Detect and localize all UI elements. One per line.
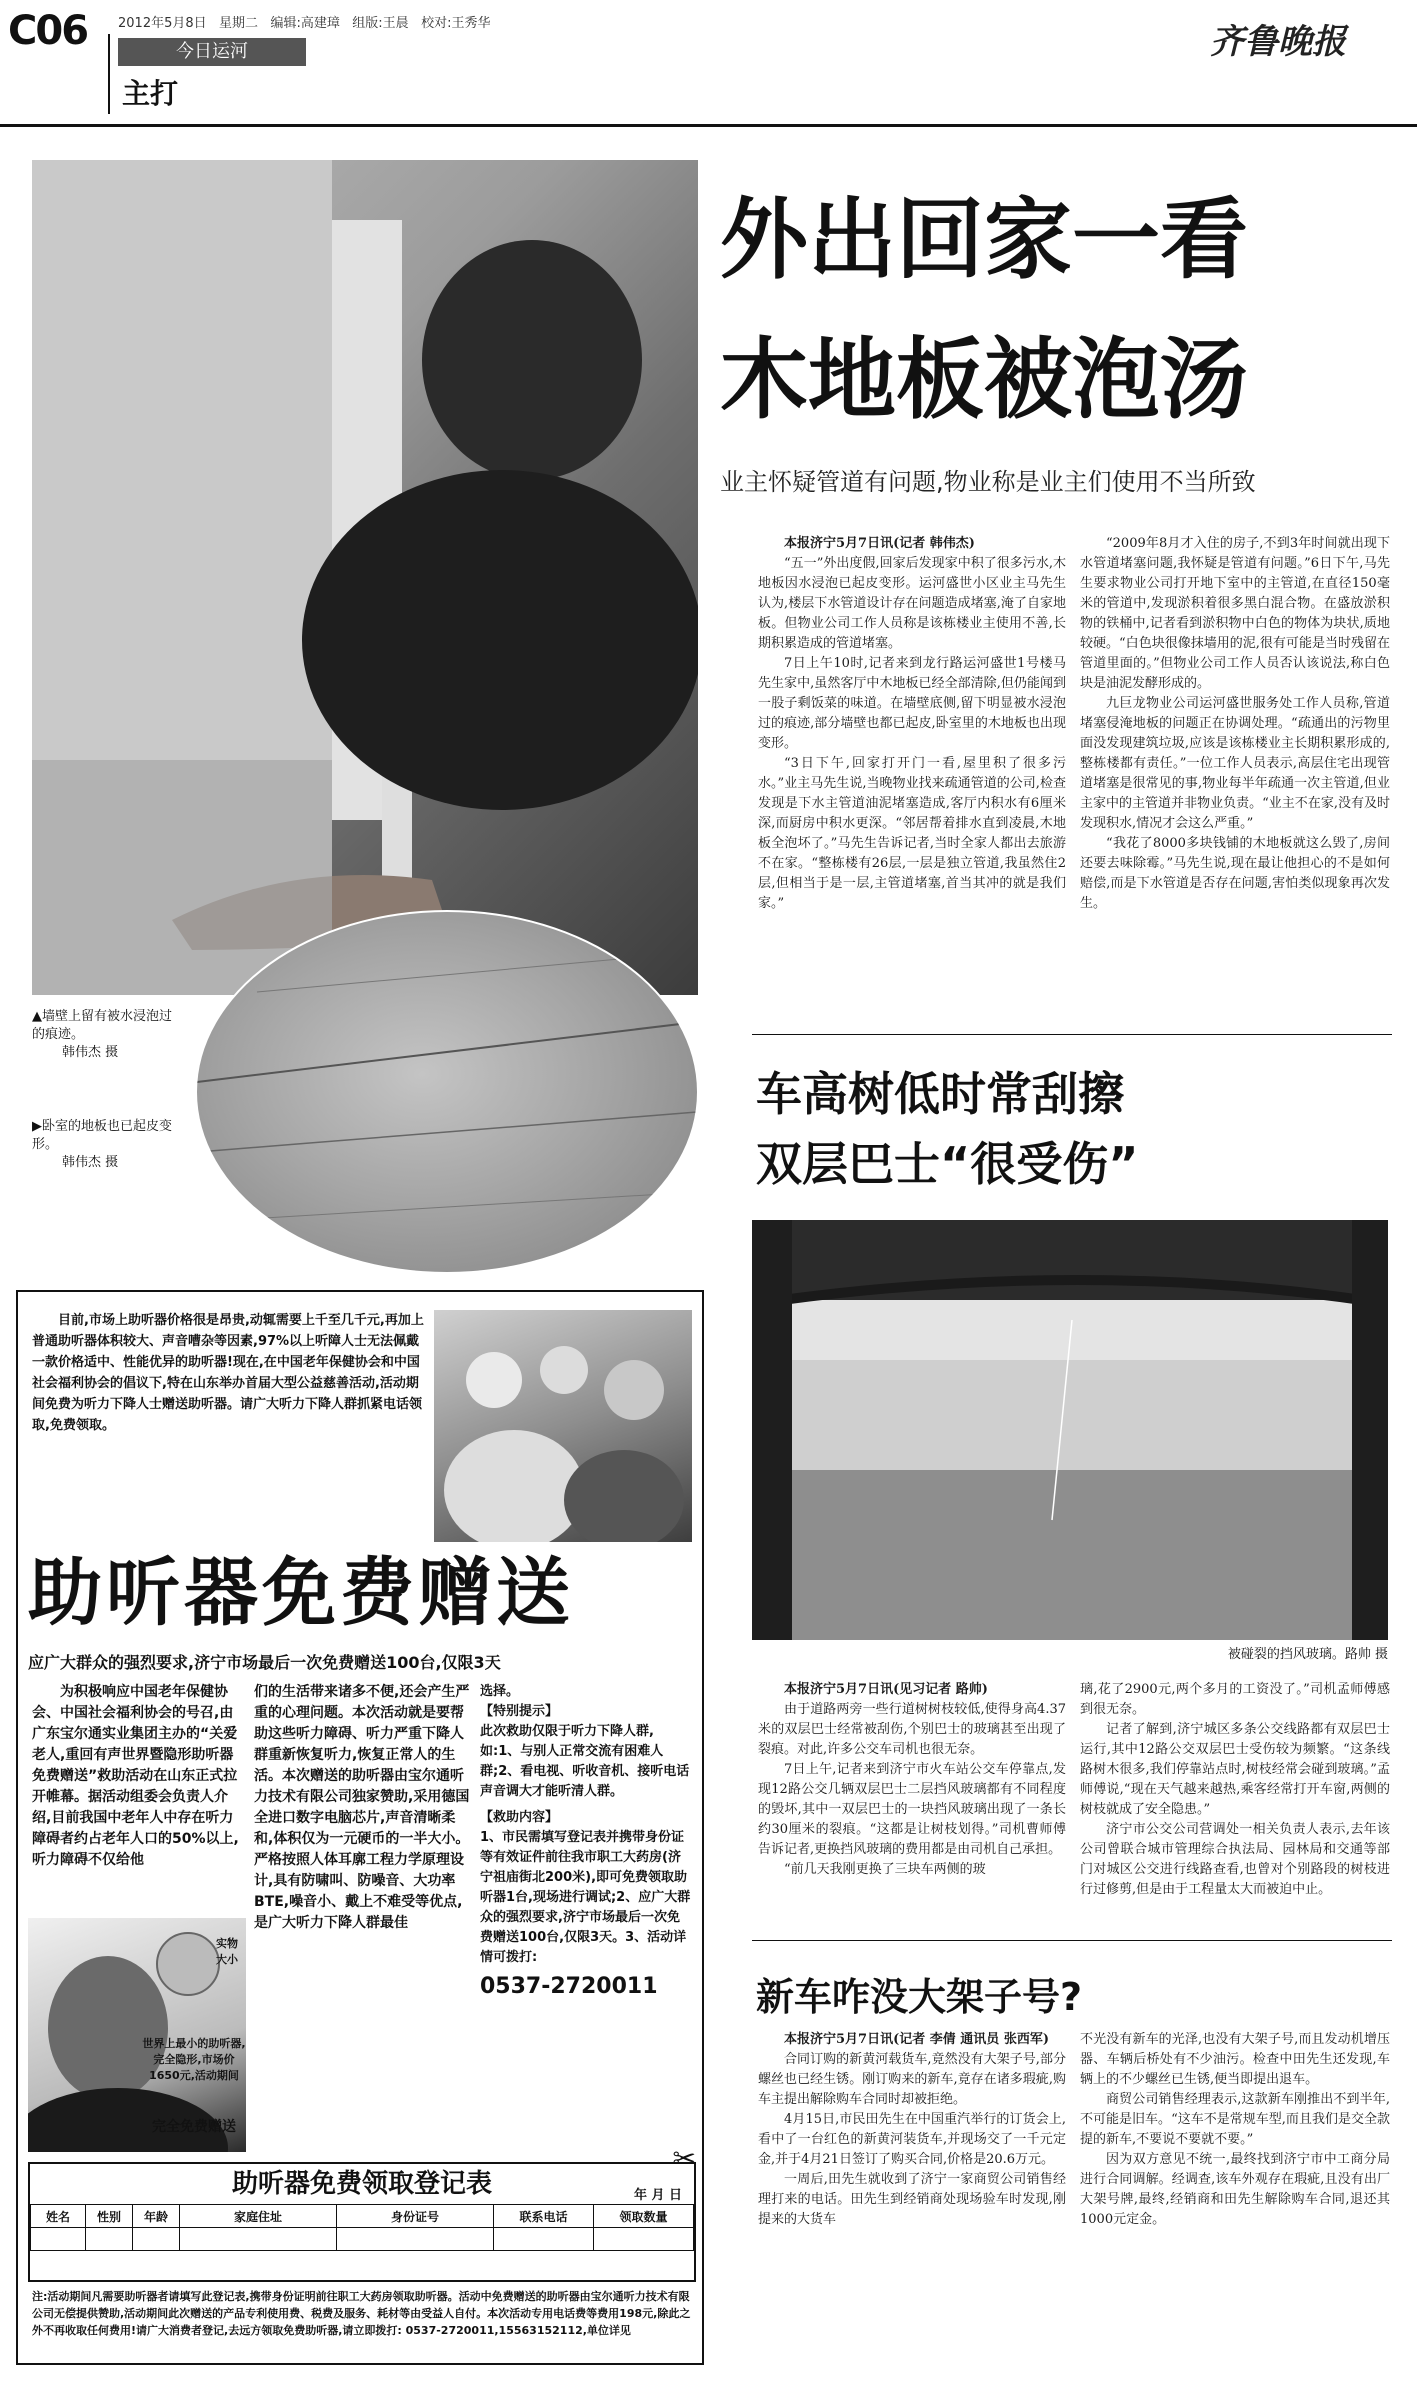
article1-title-line2: 木地板被泡汤: [720, 328, 1249, 431]
photo2-caption: [32, 1118, 182, 1172]
header-rule: [0, 124, 1417, 127]
article1-para: “3日下午,回家打开门一看,屋里积了很多污水。”业主马先生说,当晚物业找来疏通管道的公司,检查发现是下水主管道油泥堵塞造成,客厅内积水有6厘米深,而厨房中积水更深。“邻居帮着排水直到凌晨,木地板全泡坏了。”马先生告诉记者,当时全家人都出去旅游不在家。“整栋楼有26层,一层是独立管道,我虽然住2层,但相当于是一层,主管道堵塞,首当其冲的就是我们家。”: [758, 756, 1066, 911]
article3-byline: 本报济宁5月7日讯(记者 李倩 通讯员 张西军): [784, 2032, 1049, 2047]
scissors-icon: ✂: [672, 2142, 696, 2175]
form-header-phone: 联系电话: [494, 2205, 594, 2228]
form-input-id[interactable]: [337, 2228, 494, 2251]
ad-footer-note: [32, 2288, 692, 2360]
article1-column-2: [1080, 534, 1390, 1024]
article3-para: 商贸公司销售经理表示,这款新车刚推出不到半年,不可能是旧车。“这车不是常规车型,而且我们是交全款提的新车,不要说不要就不要。”: [1080, 2092, 1390, 2147]
ad-headline: 助听器免费赠送: [28, 1550, 574, 1636]
article3-title: 新车咋没大架子号?: [756, 1975, 1083, 2019]
ad-intro: 目前,市场上助听器价格很是昂贵,动辄需要上千至几千元,再加上普通助听器体积较大、声音嘈杂等因素,97%以上听障人士无法佩戴一款价格适中、性能优异的助听器!现在,在中国老年保健协会和中国社会福利协会的倡议下,特在山东举办首届大型公益慈善活动,活动期间免费为听力下降人士赠送助听器。请广大听力下降人群抓紧电话领取,免费领取。: [32, 1313, 424, 1433]
article1-bottom-rule: [752, 1034, 1392, 1035]
header-date: 2012年5月8日: [118, 16, 207, 31]
article3-para: 合同订购的新黄河载货车,竟然没有大架子号,部分螺丝也已经生锈。刚订购来的新车,竟存在诸多瑕疵,购车主提出解除购车合同时却被拒绝。: [758, 2052, 1066, 2107]
article2-para: 璃,花了2900元,两个多月的工资没了。”司机孟师傅感到很无奈。: [1080, 1682, 1390, 1717]
form-input-phone[interactable]: [494, 2228, 594, 2251]
form-input-age[interactable]: [133, 2228, 180, 2251]
article2-para: 济宁市公交公司营调处一相关负责人表示,去年该公司曾联合城市管理综合执法局、园林局和交通等部门对城区公交进行线路查看,也曾对个别路段的树枝进行过修剪,但是由于工程量太大而被迫中止。: [1080, 1822, 1390, 1897]
article2-bottom-rule: [752, 1940, 1392, 1941]
article3-para: 不光没有新车的光泽,也没有大架子号,而且发动机增压器、车辆后桥处有不少油污。检查中田先生还发现,车辆上的不少螺丝已生锈,便当即提出退车。: [1080, 2032, 1390, 2087]
ad-content: 1、市民需填写登记表并携带身份证等有效证件前往我市职工大药房(济宁祖庙街北200米),即可免费领取助听器1台,现场进行调试;2、应广大群众的强烈要求,济宁市场最后一次免费赠送100台,仅限3天。3、活动详情可拨打:: [480, 1830, 691, 1965]
ad-footer-phone: 0537-2720011,15563152112,单位详见: [405, 2324, 631, 2337]
article1-title-line1: 外出回家一看: [720, 188, 1249, 291]
article2-para: 由于道路两旁一些行道树树枝较低,使得身高4.37米的双层巴士经常被刮伤,个别巴士的玻璃甚至出现了裂痕。对此,许多公交车司机也很无奈。: [758, 1702, 1066, 1757]
ad-form-table: [30, 2204, 694, 2251]
article2-title-line2: 双层巴士“很受伤”: [756, 1137, 1139, 1191]
hearing-aid-ad: [16, 1290, 704, 2365]
form-header-address: 家庭住址: [180, 2205, 337, 2228]
article3-column-2: [1080, 2030, 1390, 2350]
ad-group-photo: [434, 1310, 692, 1542]
article2-para: 记者了解到,济宁城区多条公交线路都有双层巴士运行,其中12路公交双层巴士受伤较为频繁。“这条线路树木很多,我们停靠站点时,树枝经常会碰到玻璃。”孟师傅说,“现在天气越来越热,乘客经常打开车窗,两侧的树枝就成了安全隐患。”: [1080, 1722, 1390, 1817]
header-editor: 编辑:高建璋: [270, 16, 340, 31]
ad-coin-icon: [156, 1932, 220, 1996]
masthead-logo: 齐鲁晚报: [1210, 22, 1346, 62]
article2-para: 7日上午,记者来到济宁市火车站公交车停靠点,发现12路公交几辆双层巴士二层挡风玻璃都有不同程度的毁坏,其中一双层巴士的一块挡风玻璃出现了一条长约30厘米的裂痕。“这都是让树枝划得。”司机曹师傅告诉记者,更换挡风玻璃的费用都是由司机自己承担。: [758, 1762, 1066, 1857]
ad-product-note: 世界上最小的助听器,完全隐形,市场价1650元,活动期间: [142, 2037, 246, 2082]
ad-col3-prefix: 选择。: [480, 1684, 520, 1699]
form-input-name[interactable]: [31, 2228, 86, 2251]
article1-para: 7日上午10时,记者来到龙行路运河盛世1号楼马先生家中,虽然客厅中木地板已经全部清除,但仍能闻到一股子剩饭菜的味道。在墙壁底侧,留下明显被水浸泡过的痕迹,部分墙壁也都已起皮,卧室里的木地板也出现变形。: [758, 656, 1066, 751]
form-header-name: 姓名: [31, 2205, 86, 2228]
article3-para: 4月15日,市民田先生在中国重汽举行的订货会上,看中了一台红色的新黄河装货车,并现场交了一千元定金,并于4月21日签订了购买合同,价格是20.6万元。: [758, 2112, 1066, 2167]
ad-tips: 此次救助仅限于听力下降人群,如:1、与别人正常交流有困难人群;2、看电视、听收音机、接听电话声音调大才能听清人群。: [480, 1724, 690, 1799]
page-code: C06: [8, 8, 88, 54]
article2-para: “前几天我刚更换了三块车两侧的玻: [784, 1862, 986, 1877]
photo-wall-stain: [32, 160, 698, 995]
article1-para: “五一”外出度假,回家后发现家中积了很多污水,木地板因水浸泡已起皮变形。运河盛世小区业主马先生认为,楼层下水管道设计存在问题造成堵塞,淹了自家地板。但物业公司工作人员称是该栋楼业主使用不善,长期积累造成的管道堵塞。: [758, 556, 1066, 651]
section-tag: 今日运河: [118, 38, 306, 66]
form-header-gender: 性别: [86, 2205, 133, 2228]
article2-column-1: [758, 1680, 1066, 1930]
photo-wall-stain-illustration: [32, 160, 698, 995]
ad-free-label: 完全免费赠送: [152, 2119, 236, 2135]
ad-body-col1: 为积极响应中国老年保健协会、中国社会福利协会的号召,由广东宝尔通实业集团主办的“关爱老人,重回有声世界暨隐形助听器免费赠送”救助活动在山东正式拉开帷幕。据活动组委会负责人介绍,目前我国中老年人中存在听力障碍者约占老年人口的50%以上,听力障碍不仅给他: [32, 1684, 239, 1868]
photo-floor-oval: [195, 910, 699, 1274]
article1-para: 九巨龙物业公司运河盛世服务处工作人员称,管道堵塞侵淹地板的问题正在协调处理。“疏通出的污物里面没发现建筑垃圾,应该是该栋楼业主长期积累形成的,整栋楼都有责任。”一位工作人员表示,高层住宅出现管道堵塞是很常见的事,物业每半年疏通一次主管道,但业主家中的主管道并非物业负责。“业主不在家,没有及时发现积水,情况才会这么严重。”: [1080, 696, 1390, 831]
ad-subhead: 应广大群众的强烈要求,济宁市场最后一次免费赠送100台,仅限3天: [28, 1653, 501, 1672]
photo1-caption-text: ▲墙壁上留有被水浸泡过的痕迹。: [32, 1009, 172, 1042]
article1-byline: 本报济宁5月7日讯(记者 韩伟杰): [784, 536, 975, 551]
ad-body-col3: [480, 1682, 692, 2152]
ad-form-header-row: [31, 2205, 694, 2228]
ad-content-title: 【救助内容】: [480, 1810, 559, 1825]
form-input-gender[interactable]: [86, 2228, 133, 2251]
article1-subtitle: 业主怀疑管道有问题,物业称是业主们使用不当所致: [720, 468, 1256, 496]
ad-coin-label: 实物大小: [216, 1937, 238, 1966]
header-proof: 校对:王秀华: [421, 16, 491, 31]
article2-column-2: [1080, 1680, 1390, 1930]
photo2-caption-text: ▶卧室的地板也已起皮变形。: [32, 1119, 172, 1152]
header-divider: [108, 34, 110, 114]
ad-form-date: 年 月 日: [633, 2188, 682, 2203]
photo-bus-windshield: [752, 1220, 1388, 1640]
header-info: [118, 12, 490, 31]
photo1-caption: [32, 1008, 182, 1062]
ad-form: [28, 2142, 696, 2282]
article1-para: “我花了8000多块钱铺的木地板就这么毁了,房间还要去味除霉。”马先生说,现在最让他担心的不是如何赔偿,而是下水管道是否存在问题,害怕类似现象再次发生。: [1080, 836, 1390, 911]
ad-group-photo-illustration: [434, 1310, 692, 1542]
ad-form-blank-row: [31, 2228, 694, 2251]
photo1-credit: 韩伟杰 摄: [62, 1045, 119, 1060]
header-layout: 组版:王晨: [352, 16, 409, 31]
form-input-quantity[interactable]: [594, 2228, 694, 2251]
article2-byline: 本报济宁5月7日讯(见习记者 路帅): [784, 1682, 988, 1697]
form-input-address[interactable]: [180, 2228, 337, 2251]
ad-form-title: 助听器免费领取登记表: [231, 2169, 492, 2199]
photo2-credit: 韩伟杰 摄: [62, 1155, 119, 1170]
ad-tips-title: 【特别提示】: [480, 1704, 559, 1719]
floor-board-lines: [197, 912, 697, 1272]
header-weekday: 星期二: [219, 16, 259, 31]
article2-photo-caption: 被碰裂的挡风玻璃。路帅 摄: [1227, 1647, 1388, 1662]
ad-body-col2: 们的生活带来诸多不便,还会产生严重的心理问题。本次活动就是要帮助这些听力障碍、听力严重下降人群重新恢复听力,恢复正常人的生活。本次赠送的助听器由宝尔通听力技术有限公司独家赞助,采用德国全进口数字电脑芯片,声音清晰柔和,体积仅为一元硬币的一半大小。严格按照人体耳廓工程力学原理设计,具有防啸叫、防噪音、大功率BTE,噪音小、戴上不难受等优点,是广大听力下降人群最佳: [254, 1684, 470, 1931]
article1-column-1: [758, 534, 1066, 1024]
ad-phone: 0537-2720011: [480, 1974, 658, 1999]
article3-para: 因为双方意见不统一,最终找到济宁市中工商分局进行合同调解。经调查,该车外观存在瑕疵,且没有出厂大架号牌,最终,经销商和田先生解除购车合同,退还其1000元定金。: [1080, 2152, 1390, 2227]
article3-column-1: [758, 2030, 1066, 2350]
article3-para: 一周后,田先生就收到了济宁一家商贸公司销售经理打来的电话。田先生到经销商处现场验车时发现,刚提来的大货车: [758, 2172, 1066, 2227]
column-label: 主打: [122, 77, 179, 110]
article2-title-line1: 车高树低时常刮擦: [756, 1067, 1124, 1121]
ad-footer-text: 注:活动期间凡需要助听器者请填写此登记表,携带身份证明前往职工大药房领取助听器。活动中免费赠送的助听器由宝尔通听力技术有限公司无偿提供赞助,活动期间此次赠送的产品专利使用费、税费及服务、耗材等由受益人自付。本次活动专用电话费等费用198元,除此之外不再收取任何费用!请广大消费者登记,去远方领取免费助听器,请立即拨打:: [32, 2290, 691, 2337]
form-header-age: 年龄: [133, 2205, 180, 2228]
form-header-quantity: 领取数量: [594, 2205, 694, 2228]
form-header-id: 身份证号: [337, 2205, 494, 2228]
article1-para: “2009年8月才入住的房子,不到3年时间就出现下水管道堵塞问题,我怀疑是管道有问题。”6日下午,马先生要求物业公司打开地下室中的主管道,在直径150毫米的管道中,发现淤积着很多黑白混合物。在盛放淤积物的铁桶中,记者看到淤积物中白色的物体为块状,质地较硬。“白色块很像抹墙用的泥,很有可能是当时残留在管道里面的。”但物业公司工作人员否认该说法,称白色块是油泥发酵形成的。: [1080, 536, 1390, 691]
photo-bus-windshield-illustration: [752, 1220, 1388, 1640]
